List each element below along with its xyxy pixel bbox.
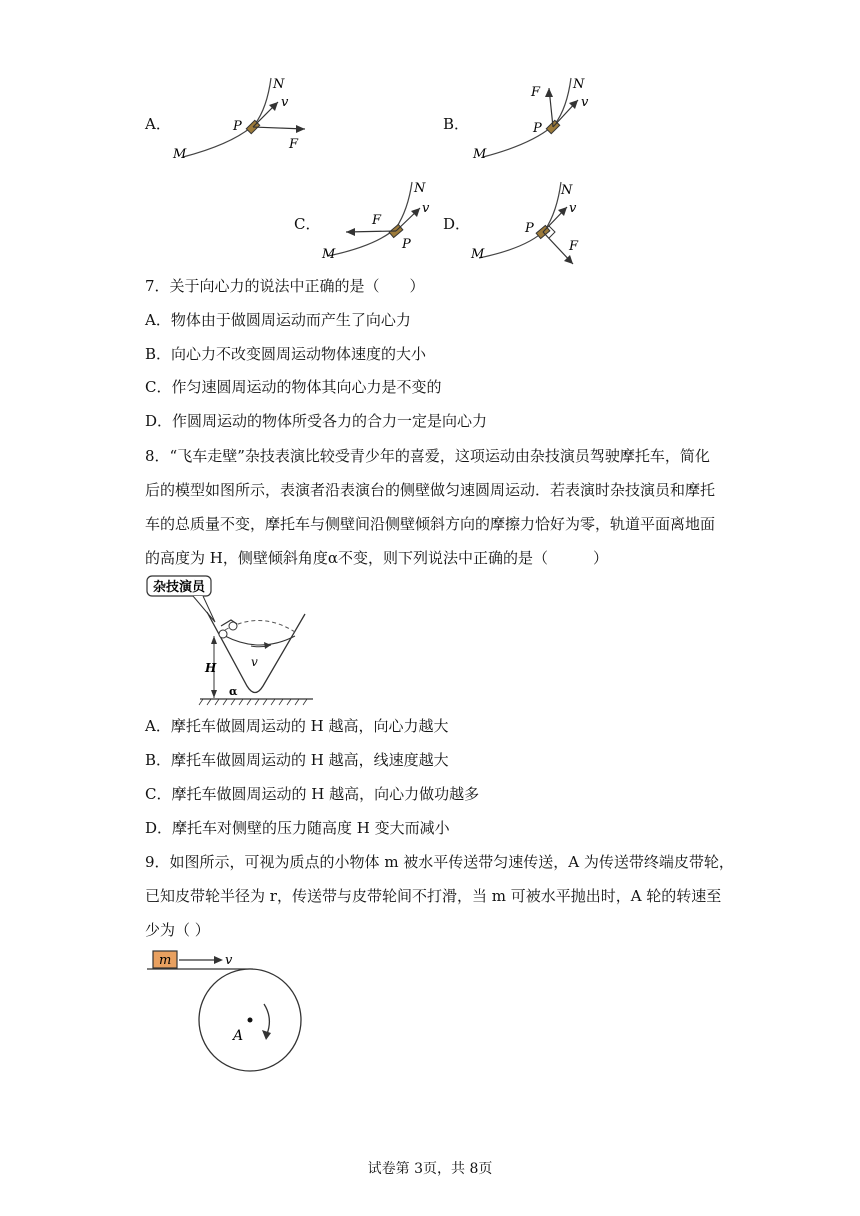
- velocity-label: v: [281, 95, 289, 110]
- q6-option-c-label: C．: [294, 215, 321, 233]
- motorcycle-icon: [219, 620, 237, 638]
- q8-option-d: D．摩托车对侧壁的压力随高度 H 变大而减小: [145, 819, 450, 837]
- pulley-center: [248, 1018, 253, 1023]
- speed-label: v: [225, 953, 233, 968]
- angle-label: α: [229, 685, 238, 698]
- velocity-label: v: [569, 201, 577, 216]
- end-label-n: N: [561, 183, 573, 198]
- curve-label-m: M: [473, 147, 487, 162]
- point-label-p: P: [533, 121, 542, 136]
- force-label: F: [289, 137, 299, 152]
- q7-option-a: A．物体由于做圆周运动而产生了向心力: [145, 311, 411, 329]
- wheel-label: A: [233, 1028, 244, 1044]
- q6-figure-d: [465, 176, 595, 271]
- force-label: F: [569, 239, 579, 254]
- q7-stem: 7．关于向心力的说法中正确的是（ ）: [145, 277, 425, 295]
- curve-label-m: M: [322, 247, 336, 262]
- velocity-label: v: [422, 201, 430, 216]
- end-label-n: N: [414, 181, 426, 196]
- point-label-p: P: [233, 119, 242, 134]
- trajectory-curve: [328, 182, 412, 256]
- trajectory-curve: [479, 182, 561, 258]
- q8-figure: [145, 574, 320, 709]
- q6-figure-b: [465, 72, 605, 167]
- q7-option-d: D．作圆周运动的物体所受各力的合力一定是向心力: [145, 412, 488, 430]
- point-label-p: P: [402, 237, 411, 252]
- callout-label: 杂技演员: [153, 580, 206, 595]
- q6-figure-c: [314, 176, 444, 266]
- q9-stem-line-3: 少为（ ）: [145, 921, 210, 939]
- q9-figure: [145, 948, 315, 1078]
- page-footer: 试卷第 3页，共 8页: [367, 1161, 493, 1177]
- q8-stem-line-2: 后的模型如图所示，表演者沿表演台的侧壁做匀速圆周运动．若表演时杂技演员和摩托: [145, 481, 716, 499]
- trajectory-curve: [183, 78, 271, 157]
- bowl-wall: [207, 612, 305, 693]
- q9-stem-line-1: 9．如图所示，可视为质点的小物体 m 被水平传送带匀速传送，A 为传送带终端皮带轮，: [145, 853, 734, 871]
- speed-label: v: [251, 655, 258, 669]
- right-angle-mark: [549, 226, 555, 238]
- q7-option-b: B．向心力不改变圆周运动物体速度的大小: [145, 345, 427, 363]
- end-label-n: N: [573, 77, 585, 92]
- circular-path: [225, 636, 295, 645]
- curve-label-m: M: [173, 147, 187, 162]
- mass-label: m: [159, 953, 172, 968]
- ground-hatching: [199, 699, 307, 705]
- end-label-n: N: [273, 77, 285, 92]
- point-label-p: P: [525, 221, 534, 236]
- callout-pointer: [193, 596, 215, 622]
- q8-option-b: B．摩托车做圆周运动的 H 越高，线速度越大: [145, 751, 449, 769]
- q8-option-c: C．摩托车做圆周运动的 H 越高，向心力做功越多: [145, 785, 480, 803]
- trajectory-curve: [483, 78, 571, 157]
- curve-label-m: M: [471, 247, 485, 262]
- q8-stem-line-1: 8．“飞车走壁”杂技表演比较受青少年的喜爱，这项运动由杂技演员驾驶摩托车，简化: [145, 447, 710, 465]
- q6-option-b-label: B．: [443, 115, 470, 133]
- q6-figure-a: [165, 72, 325, 167]
- q6-option-d-label: D．: [443, 215, 471, 233]
- q7-option-c: C．作匀速圆周运动的物体其向心力是不变的: [145, 378, 442, 396]
- force-label: F: [531, 85, 541, 100]
- force-label: F: [372, 213, 382, 228]
- height-label: H: [205, 661, 217, 675]
- q8-stem-line-4: 的高度为 H，侧壁倾斜角度α不变，则下列说法中正确的是（ ）: [145, 549, 608, 567]
- q9-stem-line-2: 已知皮带轮半径为 r，传送带与皮带轮间不打滑，当 m 可被水平抛出时，A 轮的转速至: [145, 887, 722, 905]
- q8-stem-line-3: 车的总质量不变，摩托车与侧壁间沿侧壁倾斜方向的摩擦力恰好为零，轨道平面离地面: [145, 515, 716, 533]
- q8-option-a: A．摩托车做圆周运动的 H 越高，向心力越大: [145, 717, 449, 735]
- velocity-label: v: [581, 95, 589, 110]
- q6-option-a-label: A．: [145, 115, 171, 133]
